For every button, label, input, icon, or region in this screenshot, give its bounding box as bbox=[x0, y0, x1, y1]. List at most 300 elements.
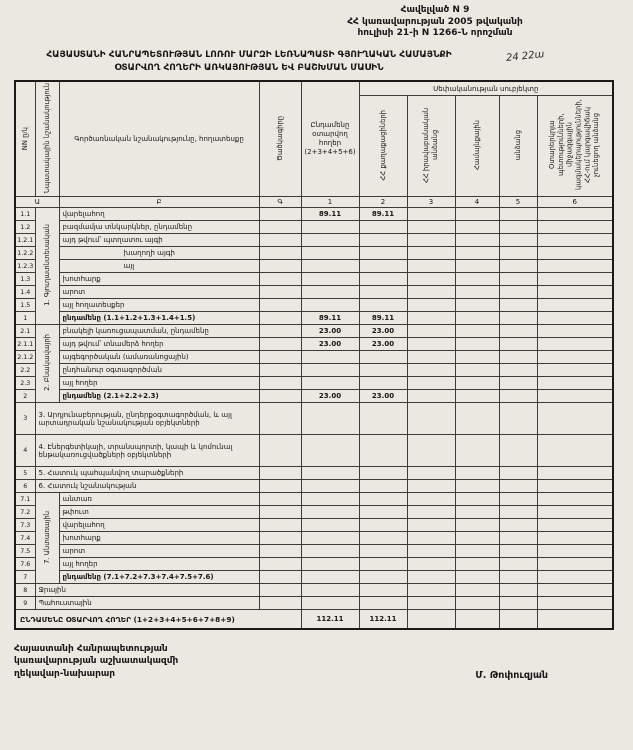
land-type-cell: այլ հողեր bbox=[59, 377, 259, 390]
value-cell-col4 bbox=[455, 558, 499, 571]
value-cell-col1 bbox=[301, 364, 359, 377]
value-cell-col4 bbox=[455, 519, 499, 532]
value-cell-col5 bbox=[499, 260, 537, 273]
value-cell-col6 bbox=[537, 571, 613, 584]
header-row-top bbox=[15, 81, 613, 96]
value-cell-col3 bbox=[407, 532, 455, 545]
value-cell-col3 bbox=[407, 208, 455, 221]
row-number-cell: 1.2 bbox=[15, 221, 35, 234]
value-cell-col1 bbox=[301, 545, 359, 558]
code-cell bbox=[259, 467, 301, 480]
value-cell-col1 bbox=[301, 519, 359, 532]
table-row bbox=[15, 435, 613, 467]
value-cell-col1: 89.11 bbox=[301, 208, 359, 221]
value-cell-col2 bbox=[359, 435, 407, 467]
table-row bbox=[15, 234, 613, 247]
value-cell-col4 bbox=[455, 506, 499, 519]
value-cell-col4 bbox=[455, 435, 499, 467]
letter-cell: 4 bbox=[455, 197, 499, 208]
code-cell bbox=[259, 571, 301, 584]
code-cell bbox=[259, 435, 301, 467]
value-cell-col5 bbox=[499, 286, 537, 299]
grand-total-label: ԸՆԴԱՄԵՆԸ ՕՏԱՐՎՈՂ ՀՈՂԵՐ (1+2+3+4+5+6+7+8+9) bbox=[15, 610, 301, 629]
signatory-org-line3: ղեկավար-նախարար bbox=[14, 669, 116, 680]
signatory-org-line2: կառավարության աշխատակազմի bbox=[14, 656, 179, 667]
value-cell-col1: 23.00 bbox=[301, 338, 359, 351]
table-row bbox=[15, 260, 613, 273]
land-type-cell: ընդամենը (2.1+2.2+2.3) bbox=[59, 390, 259, 403]
code-cell bbox=[259, 480, 301, 493]
code-cell bbox=[259, 506, 301, 519]
value-cell-col2 bbox=[359, 545, 407, 558]
value-cell-col6 bbox=[537, 532, 613, 545]
value-cell-col3 bbox=[407, 584, 455, 597]
row-number-cell: 7.5 bbox=[15, 545, 35, 558]
letter-cell: 5 bbox=[499, 197, 537, 208]
land-type-cell: Պահուստային bbox=[35, 597, 259, 610]
table-row bbox=[15, 558, 613, 571]
col-header-own-stateless-label: անձանց bbox=[513, 130, 522, 161]
value-cell-col1: 112.11 bbox=[301, 610, 359, 629]
land-type-cell: բնակելի կառուցապատման, ընդամենը bbox=[59, 325, 259, 338]
value-cell-col2 bbox=[359, 493, 407, 506]
value-cell-col6 bbox=[537, 351, 613, 364]
value-cell-col2 bbox=[359, 286, 407, 299]
land-category-group-cell-label: 7. Անտառային bbox=[42, 510, 51, 564]
value-cell-col4 bbox=[455, 299, 499, 312]
value-cell-col5 bbox=[499, 273, 537, 286]
row-number-cell: 2.1 bbox=[15, 325, 35, 338]
value-cell-col1 bbox=[301, 273, 359, 286]
land-type-cell: Ջրային bbox=[35, 584, 259, 597]
land-type-cell: այլ հողեր bbox=[59, 558, 259, 571]
land-type-cell: այդ թվում՝ տնամերձ հողեր bbox=[59, 338, 259, 351]
land-type-cell: խաղողի այգի bbox=[59, 247, 259, 260]
value-cell-col4 bbox=[455, 610, 499, 629]
value-cell-col1 bbox=[301, 597, 359, 610]
appendix-title: Հավելված N 9 bbox=[400, 5, 470, 15]
value-cell-col6 bbox=[537, 435, 613, 467]
col-header-ownership-band: Սեփականության սուբյեկտը bbox=[359, 81, 613, 96]
value-cell-col3 bbox=[407, 312, 455, 325]
row-number-cell: 1.3 bbox=[15, 273, 35, 286]
table-row bbox=[15, 610, 613, 629]
value-cell-col4 bbox=[455, 545, 499, 558]
value-cell-col6 bbox=[537, 273, 613, 286]
row-number-cell: 2.1.1 bbox=[15, 338, 35, 351]
code-cell bbox=[259, 390, 301, 403]
land-type-cell: անտառ bbox=[59, 493, 259, 506]
value-cell-col4 bbox=[455, 467, 499, 480]
letter-cell: Գ bbox=[259, 197, 301, 208]
value-cell-col4 bbox=[455, 597, 499, 610]
row-number-cell: 7 bbox=[15, 571, 35, 584]
value-cell-col4 bbox=[455, 532, 499, 545]
decision-ref-line1: ՀՀ կառավարության 2005 թվականի bbox=[347, 16, 523, 27]
land-type-cell: ընդհանուր օգտագործման bbox=[59, 364, 259, 377]
value-cell-col1 bbox=[301, 299, 359, 312]
code-cell bbox=[259, 312, 301, 325]
row-number-cell: 4 bbox=[15, 435, 35, 467]
value-cell-col5 bbox=[499, 571, 537, 584]
value-cell-col5 bbox=[499, 247, 537, 260]
col-header-code bbox=[259, 81, 301, 197]
land-type-cell: ընդամենը (7.1+7.2+7.3+7.4+7.5+7.6) bbox=[59, 571, 259, 584]
value-cell-col5 bbox=[499, 403, 537, 435]
column-letter-row bbox=[15, 197, 613, 208]
value-cell-col4 bbox=[455, 286, 499, 299]
col-header-total: Ընդամենը օտարվող հողեր (2+3+4+5+6) bbox=[301, 81, 359, 197]
col-header-own-legal bbox=[407, 96, 455, 197]
value-cell-col2 bbox=[359, 377, 407, 390]
table-row bbox=[15, 545, 613, 558]
value-cell-col1 bbox=[301, 493, 359, 506]
value-cell-col2 bbox=[359, 584, 407, 597]
land-category-group-cell-label: 1. Գյուղատնտեսական bbox=[42, 224, 51, 307]
value-cell-col1 bbox=[301, 558, 359, 571]
value-cell-col1 bbox=[301, 234, 359, 247]
value-cell-col6 bbox=[537, 286, 613, 299]
value-cell-col6 bbox=[537, 221, 613, 234]
table-row bbox=[15, 247, 613, 260]
value-cell-col6 bbox=[537, 545, 613, 558]
value-cell-col1: 23.00 bbox=[301, 390, 359, 403]
letter-cell: Ա bbox=[15, 197, 59, 208]
row-number-cell: 7.3 bbox=[15, 519, 35, 532]
document-title bbox=[14, 49, 484, 75]
signatory-organization bbox=[14, 643, 178, 681]
value-cell-col2: 23.00 bbox=[359, 325, 407, 338]
letter-cell: 3 bbox=[407, 197, 455, 208]
value-cell-col2 bbox=[359, 234, 407, 247]
value-cell-col3 bbox=[407, 234, 455, 247]
value-cell-col5 bbox=[499, 480, 537, 493]
value-cell-col6 bbox=[537, 299, 613, 312]
row-number-cell: 2.2 bbox=[15, 364, 35, 377]
value-cell-col6 bbox=[537, 247, 613, 260]
code-cell bbox=[259, 273, 301, 286]
col-header-nn bbox=[15, 81, 35, 197]
value-cell-col2 bbox=[359, 480, 407, 493]
code-cell bbox=[259, 519, 301, 532]
code-cell bbox=[259, 286, 301, 299]
land-type-cell: արոտ bbox=[59, 545, 259, 558]
value-cell-col6 bbox=[537, 519, 613, 532]
letter-cell: Բ bbox=[59, 197, 259, 208]
col-header-own-legal-label: ՀՀ իրավաբանական անձանց bbox=[422, 107, 439, 183]
value-cell-col2 bbox=[359, 519, 407, 532]
value-cell-col1 bbox=[301, 584, 359, 597]
value-cell-col2: 89.11 bbox=[359, 312, 407, 325]
value-cell-col4 bbox=[455, 351, 499, 364]
signature-block bbox=[14, 643, 576, 681]
value-cell-col1: 23.00 bbox=[301, 325, 359, 338]
row-number-cell: 1.5 bbox=[15, 299, 35, 312]
code-cell bbox=[259, 208, 301, 221]
code-cell bbox=[259, 532, 301, 545]
col-header-own-stateless bbox=[499, 96, 537, 197]
value-cell-col1: 89.11 bbox=[301, 312, 359, 325]
value-cell-col6 bbox=[537, 610, 613, 629]
value-cell-col1 bbox=[301, 221, 359, 234]
land-type-cell: այդ թվում՝ պտղատու այգի bbox=[59, 234, 259, 247]
land-category-group-cell bbox=[35, 325, 59, 403]
value-cell-col2: 23.00 bbox=[359, 338, 407, 351]
value-cell-col1 bbox=[301, 286, 359, 299]
value-cell-col2: 23.00 bbox=[359, 390, 407, 403]
value-cell-col2 bbox=[359, 597, 407, 610]
value-cell-col6 bbox=[537, 403, 613, 435]
handwritten-note: 24 22ա bbox=[505, 49, 545, 64]
row-number-cell: 5 bbox=[15, 467, 35, 480]
value-cell-col3 bbox=[407, 286, 455, 299]
table-row bbox=[15, 312, 613, 325]
value-cell-col5 bbox=[499, 435, 537, 467]
value-cell-col2 bbox=[359, 571, 407, 584]
value-cell-col5 bbox=[499, 519, 537, 532]
value-cell-col1 bbox=[301, 506, 359, 519]
value-cell-col3 bbox=[407, 364, 455, 377]
value-cell-col5 bbox=[499, 338, 537, 351]
row-number-cell: 2.3 bbox=[15, 377, 35, 390]
value-cell-col2 bbox=[359, 221, 407, 234]
value-cell-col3 bbox=[407, 338, 455, 351]
value-cell-col5 bbox=[499, 610, 537, 629]
value-cell-col5 bbox=[499, 467, 537, 480]
value-cell-col5 bbox=[499, 377, 537, 390]
value-cell-col4 bbox=[455, 247, 499, 260]
value-cell-col6 bbox=[537, 558, 613, 571]
value-cell-col1 bbox=[301, 435, 359, 467]
value-cell-col6 bbox=[537, 390, 613, 403]
decision-ref-line2: հուլիսի 21-ի N 1266-Ն որոշման bbox=[357, 28, 513, 39]
row-number-cell: 7.4 bbox=[15, 532, 35, 545]
value-cell-col5 bbox=[499, 493, 537, 506]
value-cell-col3 bbox=[407, 435, 455, 467]
value-cell-col3 bbox=[407, 351, 455, 364]
value-cell-col5 bbox=[499, 545, 537, 558]
value-cell-col4 bbox=[455, 273, 499, 286]
value-cell-col1 bbox=[301, 467, 359, 480]
value-cell-col6 bbox=[537, 338, 613, 351]
value-cell-col6 bbox=[537, 364, 613, 377]
code-cell bbox=[259, 545, 301, 558]
land-type-cell: 5. Հատուկ պահպանվող տարածքների bbox=[35, 467, 259, 480]
code-cell bbox=[259, 584, 301, 597]
row-number-cell: 7.1 bbox=[15, 493, 35, 506]
land-type-cell: արոտ bbox=[59, 286, 259, 299]
table-row bbox=[15, 390, 613, 403]
value-cell-col2: 112.11 bbox=[359, 610, 407, 629]
row-number-cell: 1.4 bbox=[15, 286, 35, 299]
value-cell-col3 bbox=[407, 390, 455, 403]
value-cell-col2 bbox=[359, 467, 407, 480]
land-type-cell: խոտհարք bbox=[59, 532, 259, 545]
col-header-own-foreign bbox=[537, 96, 613, 197]
value-cell-col2 bbox=[359, 532, 407, 545]
code-cell bbox=[259, 377, 301, 390]
value-cell-col2 bbox=[359, 299, 407, 312]
signatory-org-line1: Հայաստանի Հանրապետության bbox=[14, 643, 168, 654]
value-cell-col1 bbox=[301, 247, 359, 260]
land-type-cell: ընդամենը (1.1+1.2+1.3+1.4+1.5) bbox=[59, 312, 259, 325]
code-cell bbox=[259, 558, 301, 571]
value-cell-col2 bbox=[359, 351, 407, 364]
value-cell-col6 bbox=[537, 377, 613, 390]
value-cell-col2: 89.11 bbox=[359, 208, 407, 221]
land-type-cell: վարելահող bbox=[59, 208, 259, 221]
value-cell-col1 bbox=[301, 260, 359, 273]
code-cell bbox=[259, 260, 301, 273]
table-row bbox=[15, 364, 613, 377]
document-title-line1: ՀԱՅԱՍՏԱՆԻ ՀԱՆՐԱՊԵՏՈՒԹՅԱՆ ԼՈՌՈՒ ՄԱՐԶԻ ԼԵՌՆԱՊԱՏԻ ԳՅՈՒՂԱԿԱՆ ՀԱՄԱՅՆՔԻ bbox=[46, 50, 452, 61]
table-row bbox=[15, 493, 613, 506]
value-cell-col5 bbox=[499, 325, 537, 338]
table-row bbox=[15, 506, 613, 519]
value-cell-col5 bbox=[499, 221, 537, 234]
value-cell-col6 bbox=[537, 597, 613, 610]
row-number-cell: 3 bbox=[15, 403, 35, 435]
value-cell-col3 bbox=[407, 506, 455, 519]
table-row bbox=[15, 221, 613, 234]
value-cell-col1 bbox=[301, 480, 359, 493]
value-cell-col3 bbox=[407, 610, 455, 629]
table-row bbox=[15, 597, 613, 610]
value-cell-col2 bbox=[359, 403, 407, 435]
value-cell-col3 bbox=[407, 558, 455, 571]
row-number-cell: 1.2.1 bbox=[15, 234, 35, 247]
signatory-name: Մ. Թոփուզյան bbox=[475, 669, 548, 681]
code-cell bbox=[259, 364, 301, 377]
value-cell-col1 bbox=[301, 571, 359, 584]
value-cell-col4 bbox=[455, 571, 499, 584]
value-cell-col6 bbox=[537, 325, 613, 338]
code-cell bbox=[259, 338, 301, 351]
value-cell-col3 bbox=[407, 493, 455, 506]
land-type-cell: բազմամյա տնկարկներ, ընդամենը bbox=[59, 221, 259, 234]
value-cell-col3 bbox=[407, 480, 455, 493]
table-row bbox=[15, 325, 613, 338]
col-header-nn-label: NN ը/կ bbox=[20, 126, 29, 150]
table-row bbox=[15, 467, 613, 480]
value-cell-col6 bbox=[537, 467, 613, 480]
col-header-code-label: Ծածկագիրը bbox=[275, 115, 284, 161]
value-cell-col5 bbox=[499, 351, 537, 364]
table-row bbox=[15, 571, 613, 584]
value-cell-col2 bbox=[359, 558, 407, 571]
value-cell-col5 bbox=[499, 558, 537, 571]
value-cell-col3 bbox=[407, 325, 455, 338]
letter-cell: 2 bbox=[359, 197, 407, 208]
value-cell-col6 bbox=[537, 312, 613, 325]
value-cell-col3 bbox=[407, 597, 455, 610]
letter-cell: 6 bbox=[537, 197, 613, 208]
col-header-own-foreign-label: Օտարերկրյա պետությունների, միջազգային կազմակերպությունների, ՀՀ-ում կարգավիճակ չունեցող անձանց bbox=[548, 99, 601, 191]
land-type-cell: 6. Հատուկ նշանակության bbox=[35, 480, 259, 493]
value-cell-col4 bbox=[455, 208, 499, 221]
table-row bbox=[15, 351, 613, 364]
table-row bbox=[15, 299, 613, 312]
value-cell-col6 bbox=[537, 506, 613, 519]
letter-cell: 1 bbox=[301, 197, 359, 208]
value-cell-col1 bbox=[301, 351, 359, 364]
land-type-cell: այլ հողատեսքեր bbox=[59, 299, 259, 312]
value-cell-col4 bbox=[455, 325, 499, 338]
value-cell-col5 bbox=[499, 532, 537, 545]
code-cell bbox=[259, 299, 301, 312]
value-cell-col2 bbox=[359, 506, 407, 519]
value-cell-col4 bbox=[455, 260, 499, 273]
value-cell-col5 bbox=[499, 364, 537, 377]
value-cell-col3 bbox=[407, 260, 455, 273]
value-cell-col3 bbox=[407, 247, 455, 260]
col-header-purpose bbox=[35, 81, 59, 197]
code-cell bbox=[259, 403, 301, 435]
value-cell-col2 bbox=[359, 364, 407, 377]
value-cell-col3 bbox=[407, 467, 455, 480]
code-cell bbox=[259, 597, 301, 610]
row-number-cell: 1 bbox=[15, 312, 35, 325]
row-number-cell: 1.2.3 bbox=[15, 260, 35, 273]
value-cell-col5 bbox=[499, 234, 537, 247]
table-row bbox=[15, 377, 613, 390]
value-cell-col6 bbox=[537, 493, 613, 506]
value-cell-col4 bbox=[455, 234, 499, 247]
value-cell-col1 bbox=[301, 403, 359, 435]
value-cell-col3 bbox=[407, 571, 455, 584]
row-number-cell: 9 bbox=[15, 597, 35, 610]
value-cell-col5 bbox=[499, 506, 537, 519]
col-header-own-community-label: Համայնքային bbox=[472, 120, 481, 171]
value-cell-col4 bbox=[455, 364, 499, 377]
table-row bbox=[15, 584, 613, 597]
row-number-cell: 7.2 bbox=[15, 506, 35, 519]
table-row bbox=[15, 403, 613, 435]
value-cell-col6 bbox=[537, 208, 613, 221]
value-cell-col6 bbox=[537, 234, 613, 247]
row-number-cell: 7.6 bbox=[15, 558, 35, 571]
value-cell-col2 bbox=[359, 247, 407, 260]
value-cell-col4 bbox=[455, 338, 499, 351]
value-cell-col5 bbox=[499, 208, 537, 221]
land-type-cell: այլ bbox=[59, 260, 259, 273]
value-cell-col4 bbox=[455, 390, 499, 403]
col-header-own-citizens bbox=[359, 96, 407, 197]
code-cell bbox=[259, 493, 301, 506]
land-category-group-cell bbox=[35, 493, 59, 584]
land-type-cell: այգեգործական (ամառանոցային) bbox=[59, 351, 259, 364]
land-type-cell: 3. Արդյունաբերության, ընդերքօգտագործման, և այլ արտադրական նշանակության օբյեկտների bbox=[35, 403, 259, 435]
row-number-cell: 8 bbox=[15, 584, 35, 597]
row-number-cell: 2 bbox=[15, 390, 35, 403]
table-row bbox=[15, 273, 613, 286]
value-cell-col4 bbox=[455, 480, 499, 493]
value-cell-col2 bbox=[359, 273, 407, 286]
table-row bbox=[15, 208, 613, 221]
value-cell-col3 bbox=[407, 299, 455, 312]
value-cell-col4 bbox=[455, 403, 499, 435]
appendix-block bbox=[318, 5, 552, 40]
col-header-functional: Գործառնական նշանակությունը, հողատեսքը bbox=[59, 81, 259, 197]
table-header bbox=[15, 81, 613, 208]
land-category-group-cell bbox=[35, 208, 59, 325]
value-cell-col4 bbox=[455, 312, 499, 325]
land-type-cell: խոտհարք bbox=[59, 273, 259, 286]
value-cell-col3 bbox=[407, 273, 455, 286]
value-cell-col5 bbox=[499, 299, 537, 312]
value-cell-col6 bbox=[537, 584, 613, 597]
land-type-cell: 4. Էներգետիկայի, տրանսպորտի, կապի և կոմունալ ենթակառուցվածքների օբյեկտների bbox=[35, 435, 259, 467]
